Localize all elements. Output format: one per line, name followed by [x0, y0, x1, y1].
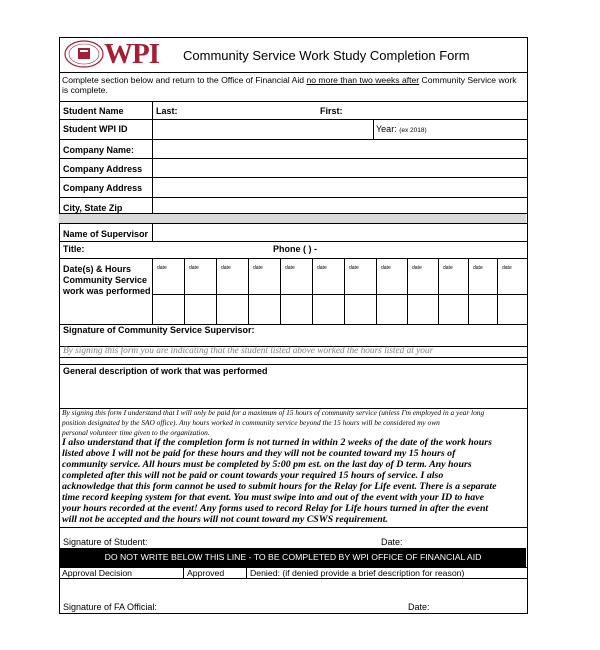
dates-label-line3: work was performed [63, 286, 151, 296]
work-description-field[interactable] [60, 378, 526, 408]
instructions-underlined: no more than two weeks after [306, 75, 420, 85]
grid-divider [312, 258, 313, 324]
terms-line-1: By signing this form I understand that I will only be paid for a maximum of 15 hours of community service (unless I'm employed in a year long [62, 408, 485, 417]
terms-bold-2: listed above I will not be paid for these hours and they will not be counted toward my 15 hours of [62, 448, 456, 459]
date-cell[interactable] [497, 259, 527, 294]
hours-cell[interactable] [312, 295, 344, 324]
supervisor-phone-field[interactable] [305, 241, 526, 258]
date-column-label: date [381, 265, 391, 271]
date-cell[interactable] [248, 259, 280, 294]
student-id-label: Student WPI ID [63, 124, 128, 134]
hours-cell[interactable] [248, 295, 280, 324]
terms-bold-7: your hours recorded at the event! Any forms used to record Relay for Life hours turned in after the event [62, 503, 489, 514]
hours-cell[interactable] [344, 295, 376, 324]
hours-cell[interactable] [468, 295, 497, 324]
date-cell[interactable] [376, 259, 407, 294]
student-signature-field[interactable] [155, 528, 375, 548]
grid-divider [344, 258, 345, 324]
student-date-field[interactable] [405, 528, 525, 548]
grid-divider [438, 258, 439, 324]
supervisor-name-field[interactable] [153, 223, 526, 241]
company-address-2-label: Company Address [63, 183, 143, 193]
city-state-zip-field[interactable] [153, 197, 526, 213]
separator-shade [59, 213, 526, 223]
instructions-pre: Complete section below and return to the Office of Financial Aid [62, 75, 307, 85]
date-cell[interactable] [216, 259, 248, 294]
student-name-label: Student Name [63, 106, 124, 116]
company-address-2-field[interactable] [153, 177, 526, 197]
date-column-label: date [443, 265, 453, 271]
supervisor-title-label: Title: [63, 244, 85, 254]
approved-option[interactable]: Approved [187, 568, 225, 578]
instructions-post: Community Service work is complete. [62, 75, 517, 95]
date-cell[interactable] [407, 259, 438, 294]
terms-bold-3: community service. All hours must be completed by 5:00 pm est. on the last day of D term. Any hours [62, 459, 472, 470]
date-column-label: date [285, 265, 295, 271]
grid-divider [407, 258, 408, 324]
company-address-1-label: Company Address [63, 164, 143, 174]
date-column-label: date [349, 265, 359, 271]
company-address-1-field[interactable] [153, 158, 526, 177]
year-hint: (ex 2018) [399, 127, 427, 134]
hours-cell[interactable] [280, 295, 312, 324]
date-column-label: date [157, 265, 167, 271]
grid-divider [184, 258, 185, 324]
hours-cell[interactable] [497, 295, 527, 324]
date-cell[interactable] [468, 259, 497, 294]
wpi-logo: WPI [104, 38, 159, 70]
last-name-label: Last: [156, 106, 178, 116]
terms-bold-5: acknowledge that this form cannot be used to submit hours for the Relay for Life event. There is a separate [62, 481, 497, 492]
date-cell[interactable] [438, 259, 468, 294]
fa-date-field[interactable] [432, 585, 525, 611]
date-cell[interactable] [184, 259, 216, 294]
grid-divider [216, 258, 217, 324]
wpi-seal-icon [64, 40, 104, 68]
year-label [376, 124, 427, 136]
hours-cell[interactable] [152, 295, 184, 324]
company-name-label: Company Name: [63, 145, 135, 155]
terms-bold-4: completed after this will not be paid or count towards your required 15 hours of service. I also [62, 470, 444, 481]
approval-decision-label: Approval Decision [62, 568, 133, 578]
date-column-label: date [221, 265, 231, 271]
fa-date-label: Date: [408, 602, 430, 612]
hours-cell[interactable] [376, 295, 407, 324]
hours-cell[interactable] [216, 295, 248, 324]
grid-divider [468, 258, 469, 324]
terms-bold-8: will not be accepted and the hours will not count toward my CSWS requirement. [62, 514, 388, 525]
office-use-banner-text: DO NOT WRITE BELOW THIS LINE - TO BE COMPLETED BY WPI OFFICE OF FINANCIAL AID [104, 552, 482, 562]
terms-bold-6: time record keeping system for that event. You must swipe into and out of the event with your ID to have [62, 492, 484, 503]
instructions [62, 75, 524, 95]
date-cell[interactable] [280, 259, 312, 294]
date-column-label: date [502, 265, 512, 271]
date-column-label: date [412, 265, 422, 271]
dates-label-line2: Community Service [63, 275, 148, 285]
grid-divider [497, 258, 498, 324]
student-signature-label: Signature of Student: [63, 537, 148, 547]
grid-divider [376, 258, 377, 324]
terms-line-2: position designated by the SAO office). Any hours worked in community service beyond the 15 hours will be considered my own [62, 418, 440, 427]
dates-label-line1: Date(s) & Hours [63, 264, 132, 274]
form-title: Community Service Work Study Completion Form [183, 48, 470, 63]
terms-line-3: personal volunteer time given to the organization. [62, 428, 210, 437]
date-column-label: date [189, 265, 199, 271]
last-name-field[interactable] [153, 101, 318, 119]
supervisor-name-label: Name of Supervisor [63, 229, 149, 239]
year-text: Year: [376, 124, 397, 134]
supervisor-signature-field[interactable] [270, 324, 526, 346]
terms-bold-1: I also understand that if the completion form is not turned in within 2 weeks of the date of the work hours [62, 437, 492, 448]
hours-cell[interactable] [407, 295, 438, 324]
fa-signature-field[interactable] [160, 585, 400, 611]
hours-cell[interactable] [184, 295, 216, 324]
supervisor-title-field[interactable] [90, 241, 270, 258]
supervisor-signature-label: Signature of Community Service Supervisor: [63, 325, 255, 335]
supervisor-signature-note: By signing this form you are indicating that the student listed above worked the hours listed at your [63, 346, 434, 356]
work-description-label: General description of work that was performed [63, 366, 268, 376]
supervisor-phone-label: Phone ( ) - [273, 244, 317, 254]
date-column-label: date [473, 265, 483, 271]
city-state-zip-label: City, State Zip [63, 203, 123, 213]
denied-option[interactable]: Denied: (if denied provide a brief description for reason) [250, 568, 465, 578]
student-id-field[interactable] [153, 119, 373, 139]
date-cell[interactable] [152, 259, 184, 294]
date-column-label: date [317, 265, 327, 271]
date-column-label: date [253, 265, 263, 271]
fa-signature-label: Signature of FA Official: [63, 602, 157, 612]
grid-divider [248, 258, 249, 324]
year-field[interactable] [430, 119, 526, 139]
student-date-label: Date: [381, 537, 403, 547]
grid-divider [280, 258, 281, 324]
first-name-field[interactable] [350, 101, 526, 119]
hours-cell[interactable] [438, 295, 468, 324]
first-name-label: First: [320, 106, 343, 116]
date-cell[interactable] [344, 259, 376, 294]
date-cell[interactable] [312, 259, 344, 294]
company-name-field[interactable] [153, 139, 526, 158]
